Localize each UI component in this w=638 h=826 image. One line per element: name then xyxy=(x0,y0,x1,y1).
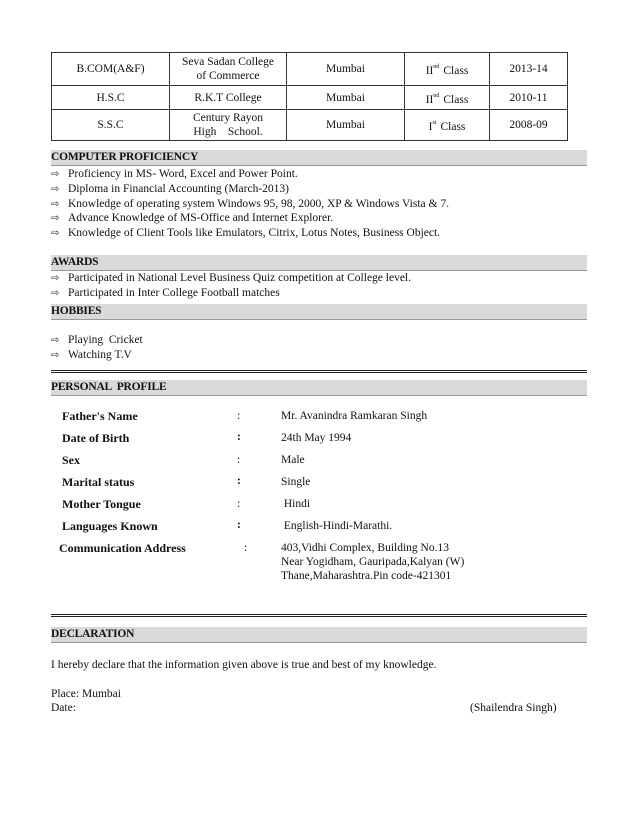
colon: : xyxy=(237,475,241,487)
label-marital-status: Marital status xyxy=(62,475,135,489)
institution-cell: Century Rayon High School. xyxy=(170,110,287,141)
arrow-icon: ⇨ xyxy=(51,198,60,210)
table-row xyxy=(52,53,568,86)
list-item: ⇨ Participated in National Level Business Quiz competition at College level. xyxy=(51,271,591,286)
section-header-awards: AWARDS xyxy=(51,255,587,271)
value-address-line1: 403,Vidhi Complex, Building No.13 xyxy=(281,542,449,554)
value-dob: 24th May 1994 xyxy=(281,432,352,444)
section-header-hobbies: HOBBIES xyxy=(51,304,587,320)
place-text: Place: Mumbai xyxy=(51,688,121,700)
value-marital-status: Single xyxy=(281,476,311,488)
city-cell: Mumbai xyxy=(287,86,405,110)
list-item: ⇨ Knowledge of operating system Windows 95, 98, 2000, XP & Windows Vista & 7. xyxy=(51,197,591,212)
declaration-text: I hereby declare that the information given above is true and best of my knowledge. xyxy=(51,659,437,671)
value-address-line3: Thane,Maharashtra.Pin code-421301 xyxy=(281,570,452,582)
table-row xyxy=(52,86,568,110)
course-cell: H.S.C xyxy=(52,86,170,110)
year-cell: 2008-09 xyxy=(490,110,568,141)
colon: : xyxy=(237,431,241,443)
section-header-profile: PERSONAL PROFILE xyxy=(51,380,587,396)
value-address-line2: Near Yogidham, Gauripada,Kalyan (W) xyxy=(281,556,465,568)
awards-list xyxy=(51,271,591,301)
label-address: Communication Address xyxy=(59,541,186,555)
city-cell: Mumbai xyxy=(287,53,405,86)
computer-list xyxy=(51,167,591,241)
class-cell: Ist Class xyxy=(405,110,490,141)
arrow-icon: ⇨ xyxy=(51,335,60,346)
course-cell: B.COM(A&F) xyxy=(52,53,170,86)
hobbies-list xyxy=(51,333,591,363)
arrow-icon: ⇨ xyxy=(51,183,60,195)
arrow-icon: ⇨ xyxy=(51,169,60,180)
arrow-icon: ⇨ xyxy=(51,349,60,361)
list-item: ⇨ Playing Cricket xyxy=(51,333,591,348)
arrow-icon: ⇨ xyxy=(51,287,60,299)
colon: : xyxy=(244,542,248,554)
label-dob: Date of Birth xyxy=(62,431,130,445)
list-item: ⇨ Proficiency in MS- Word, Excel and Power Point. xyxy=(51,167,591,182)
label-fathers-name: Father's Name xyxy=(62,409,138,423)
list-item: ⇨ Advance Knowledge of MS-Office and Internet Explorer. xyxy=(51,211,591,226)
table-row xyxy=(52,110,568,141)
year-cell: 2013-14 xyxy=(490,53,568,86)
label-sex: Sex xyxy=(62,453,80,467)
colon: : xyxy=(237,498,241,510)
course-cell: S.S.C xyxy=(52,110,170,141)
value-mother-tongue: Hindi xyxy=(281,498,311,510)
label-languages: Languages Known xyxy=(62,519,158,533)
class-cell: IInd Class xyxy=(405,86,490,110)
education-table xyxy=(51,52,568,141)
divider xyxy=(51,370,587,375)
section-header-computer: COMPUTER PROFICIENCY xyxy=(51,150,587,166)
value-languages: English-Hindi-Marathi. xyxy=(281,520,393,532)
list-item: ⇨ Diploma in Financial Accounting (March-2013) xyxy=(51,182,591,197)
institution-cell: Seva Sadan College of Commerce xyxy=(170,53,287,86)
signature-text: (Shailendra Singh) xyxy=(470,702,557,714)
list-item: ⇨ Watching T.V xyxy=(51,348,591,363)
city-cell: Mumbai xyxy=(287,110,405,141)
value-sex: Male xyxy=(281,454,305,466)
institution-cell: R.K.T College xyxy=(170,86,287,110)
label-mother-tongue: Mother Tongue xyxy=(62,497,141,511)
class-cell: IInd Class xyxy=(405,53,490,86)
year-cell: 2010-11 xyxy=(490,86,568,110)
colon: : xyxy=(237,410,241,422)
colon: : xyxy=(237,454,241,466)
date-text: Date: xyxy=(51,702,76,714)
list-item: ⇨ Knowledge of Client Tools like Emulators, Citrix, Lotus Notes, Business Object. xyxy=(51,226,591,241)
arrow-icon: ⇨ xyxy=(51,213,60,225)
colon: : xyxy=(237,519,241,531)
divider xyxy=(51,614,587,619)
arrow-icon: ⇨ xyxy=(51,228,60,240)
list-item: ⇨ Participated in Inter College Football matches xyxy=(51,286,591,301)
value-fathers-name: Mr. Avanindra Ramkaran Singh xyxy=(281,410,428,422)
arrow-icon: ⇨ xyxy=(51,273,60,284)
section-header-declaration: DECLARATION xyxy=(51,627,587,643)
